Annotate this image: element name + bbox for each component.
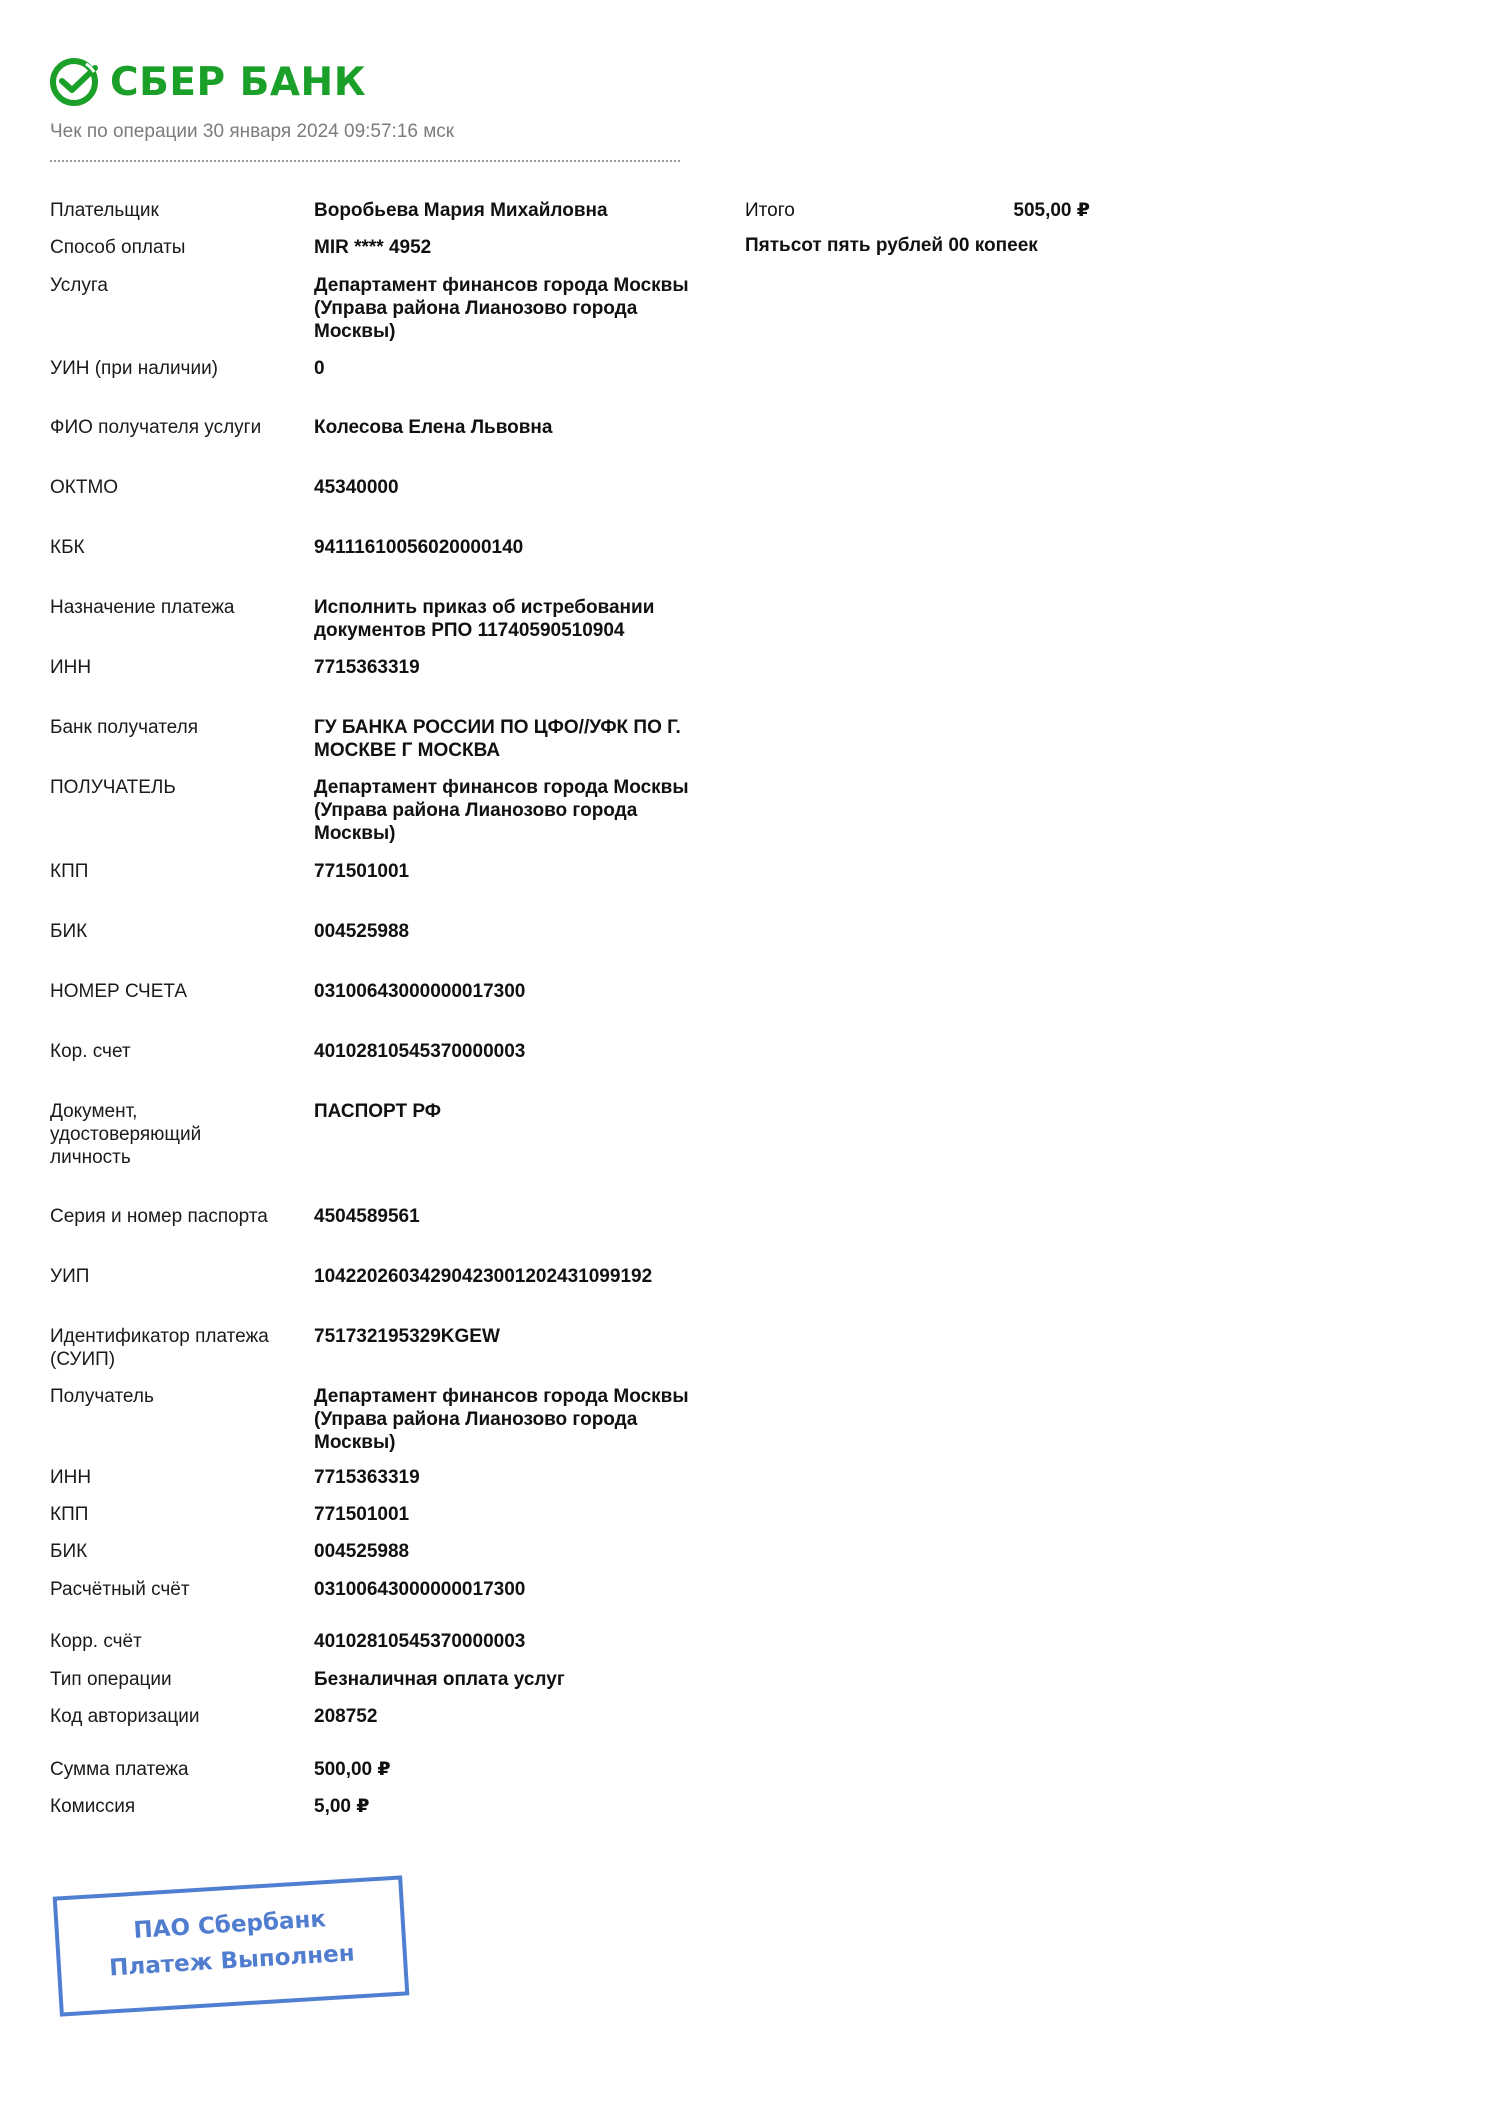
detail-label: Способ оплаты [50,237,186,258]
detail-value: 7715363319 [314,657,420,678]
detail-value: 40102810545370000003 [314,1041,526,1062]
detail-value: 5,00 ₽ [314,1796,370,1817]
detail-label: НОМЕР СЧЕТА [50,981,188,1002]
detail-label: ФИО получателя услуги [50,417,262,438]
detail-label: Комиссия [50,1796,136,1817]
detail-value: 500,00 ₽ [314,1759,391,1780]
detail-value: Исполнить приказ об истребовании документов РПО 11740590510904 [314,597,655,641]
detail-label: ПОЛУЧАТЕЛЬ [50,777,176,798]
detail-value: 208752 [314,1706,378,1727]
total-in-words: Пятьсот пять рублей 00 копеек [745,235,1038,256]
detail-value: 0 [314,358,325,379]
detail-value: 004525988 [314,921,410,942]
detail-value: MIR **** 4952 [314,237,432,258]
detail-label: Услуга [50,275,108,296]
detail-label: УИН (при наличии) [50,358,219,379]
detail-label: БИК [50,921,88,942]
logo-text: СБЕР БАНК [110,59,367,105]
detail-label: КПП [50,1504,89,1525]
detail-label: Документ, удостоверяющий личность [50,1101,202,1168]
payment-stamp [53,1875,410,2016]
detail-value: 004525988 [314,1541,410,1562]
detail-value: Колесова Елена Львовна [314,417,553,438]
detail-value: 771501001 [314,861,410,882]
detail-value: 10422026034290423001202431099192 [314,1266,653,1287]
stamp-status: Платеж Выполнен [108,1940,356,1982]
sber-logo [48,52,366,112]
detail-value: 94111610056020000140 [314,537,524,558]
detail-label: КПП [50,861,89,882]
detail-label: Назначение платежа [50,597,235,618]
detail-label: Получатель [50,1386,154,1407]
receipt-date: Чек по операции 30 января 2024 09:57:16 мск [50,121,455,142]
detail-label: Расчётный счёт [50,1579,190,1600]
detail-label: Плательщик [50,200,159,221]
detail-label: Серия и номер паспорта [50,1206,268,1227]
detail-value: Департамент финансов города Москвы (Управа района Лианозово города Москвы) [314,275,689,342]
detail-label: КБК [50,537,85,558]
total-value: 505,00 ₽ [1013,200,1090,221]
detail-value: Безналичная оплата услуг [314,1669,565,1690]
detail-label: Идентификатор платежа (СУИП) [50,1326,269,1370]
detail-label: Кор. счет [50,1041,131,1062]
detail-label: ИНН [50,657,92,678]
detail-value: ПАСПОРТ РФ [314,1101,442,1122]
detail-value: ГУ БАНКА РОССИИ ПО ЦФО//УФК ПО Г. МОСКВЕ Г МОСКВА [314,717,681,761]
detail-label: Корр. счёт [50,1631,142,1652]
detail-label: ОКТМО [50,477,119,498]
detail-value: 03100643000000017300 [314,1579,526,1600]
detail-label: Тип операции [50,1669,172,1690]
detail-value: 751732195329KGEW [314,1326,500,1347]
detail-value: 7715363319 [314,1467,420,1488]
detail-value: 03100643000000017300 [314,981,526,1002]
dotted-divider [50,160,680,162]
detail-label: УИП [50,1266,90,1287]
detail-value: Департамент финансов города Москвы (Управа района Лианозово города Москвы) [314,1386,689,1453]
total-label: Итого [745,200,795,221]
detail-value: Воробьева Мария Михайловна [314,200,608,221]
detail-value: 40102810545370000003 [314,1631,526,1652]
detail-label: Сумма платежа [50,1759,189,1780]
detail-value: 771501001 [314,1504,410,1525]
stamp-bank-name: ПАО Сбербанк [132,1906,327,1944]
detail-label: Код авторизации [50,1706,200,1727]
detail-value: Департамент финансов города Москвы (Управа района Лианозово города Москвы) [314,777,689,844]
detail-value: 4504589561 [314,1206,420,1227]
detail-label: ИНН [50,1467,92,1488]
sber-check-icon [48,56,100,108]
detail-value: 45340000 [314,477,399,498]
detail-label: БИК [50,1541,88,1562]
detail-label: Банк получателя [50,717,198,738]
